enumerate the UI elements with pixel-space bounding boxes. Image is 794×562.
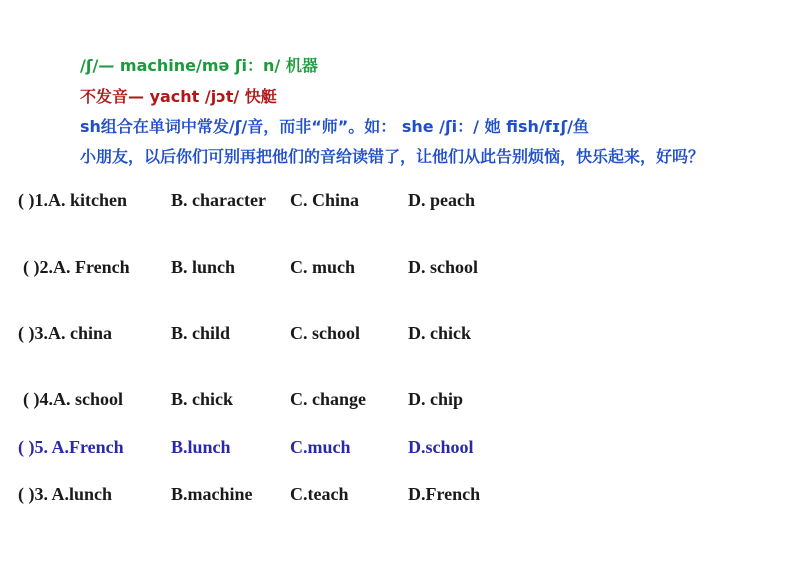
option-d: D. school [408,257,479,277]
option-d: D.French [408,484,481,504]
option-c: C. China [290,190,360,210]
note-sh-combination: sh组合在单词中常发/ʃ/音，而非“师”。如： she /ʃi：/ 她 fish/fɪʃ/鱼 [80,117,589,136]
question-number-option-a: ( )3. A.lunch [18,484,113,504]
option-c: C. much [290,257,356,277]
option-b: B. child [171,323,231,343]
option-b: B.machine [171,484,253,504]
note-silent: 不发音— yacht /jɔt/ 快艇 [80,87,277,106]
question-number-option-a: ( )2.A. French [23,257,130,277]
option-d: D. peach [408,190,475,210]
option-c: C.much [290,437,351,457]
note-encouragement: 小朋友，以后你们可别再把他们的音给读错了，让他们从此告别烦恼，快乐起来，好吗？ [80,147,705,166]
question-number-option-a: ( )4.A. school [23,389,123,409]
question-number-option-a: ( )1.A. kitchen [18,190,127,210]
option-c: C. change [290,389,366,409]
option-d: D. chip [408,389,464,409]
option-b: B. chick [171,389,234,409]
option-c: C. school [290,323,361,343]
option-b: B.lunch [171,437,231,457]
question-number-option-a: ( )5. A.French [18,437,124,457]
question-number-option-a: ( )3.A. china [18,323,112,343]
option-d: D. chick [408,323,471,343]
option-c: C.teach [290,484,349,504]
option-d: D.school [408,437,474,457]
option-b: B. character [171,190,266,210]
note-sh-sound: /ʃ/— machine/mə ʃi：n/ 机器 [80,56,318,75]
option-b: B. lunch [171,257,236,277]
